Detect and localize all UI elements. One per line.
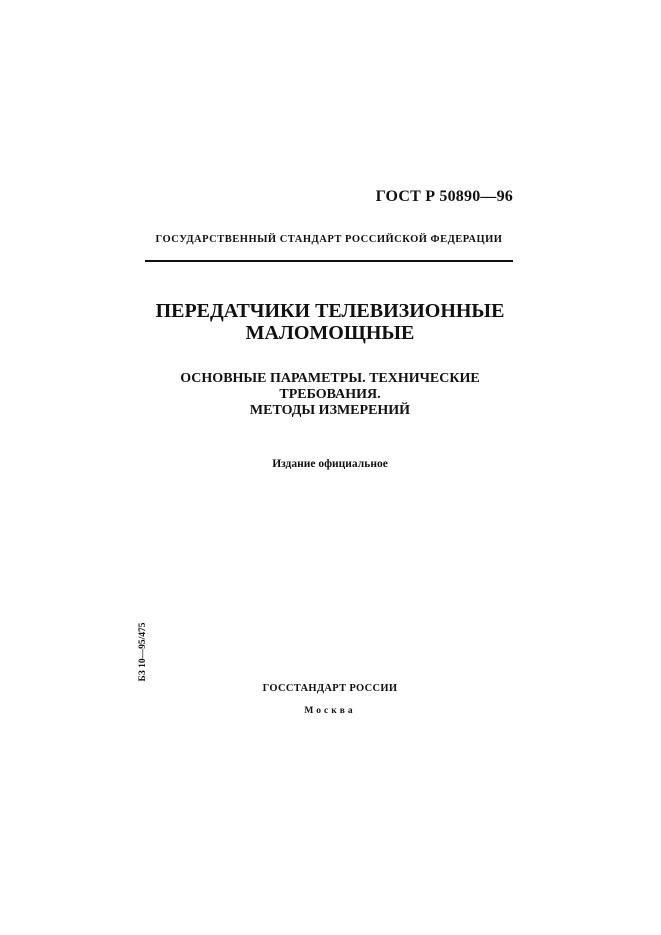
city: Москва [304, 706, 356, 716]
standard-header: ГОСУДАРСТВЕННЫЙ СТАНДАРТ РОССИЙСКОЙ ФЕДЕРАЦИИ [155, 234, 503, 245]
document-title [100, 300, 560, 344]
subtitle-line-2: ТРЕБОВАНИЯ. [279, 387, 381, 402]
edition-label: Издание официальное [272, 458, 388, 470]
standard-number: ГОСТ Р 50890—96 [375, 188, 513, 205]
title-line-1: ПЕРЕДАТЧИКИ ТЕЛЕВИЗИОННЫЕ [155, 300, 505, 322]
header-rule [145, 260, 513, 262]
subtitle-line-3: МЕТОДЫ ИЗМЕРЕНИЙ [249, 403, 411, 418]
publisher: ГОССТАНДАРТ РОССИИ [262, 683, 398, 694]
subtitle-line-1: ОСНОВНЫЕ ПАРАМЕТРЫ. ТЕХНИЧЕСКИЕ [180, 371, 480, 386]
document-subtitle [130, 371, 530, 419]
title-line-2: МАЛОМОЩНЫЕ [245, 322, 415, 344]
side-code: БЗ 10—95/475 [138, 622, 148, 682]
